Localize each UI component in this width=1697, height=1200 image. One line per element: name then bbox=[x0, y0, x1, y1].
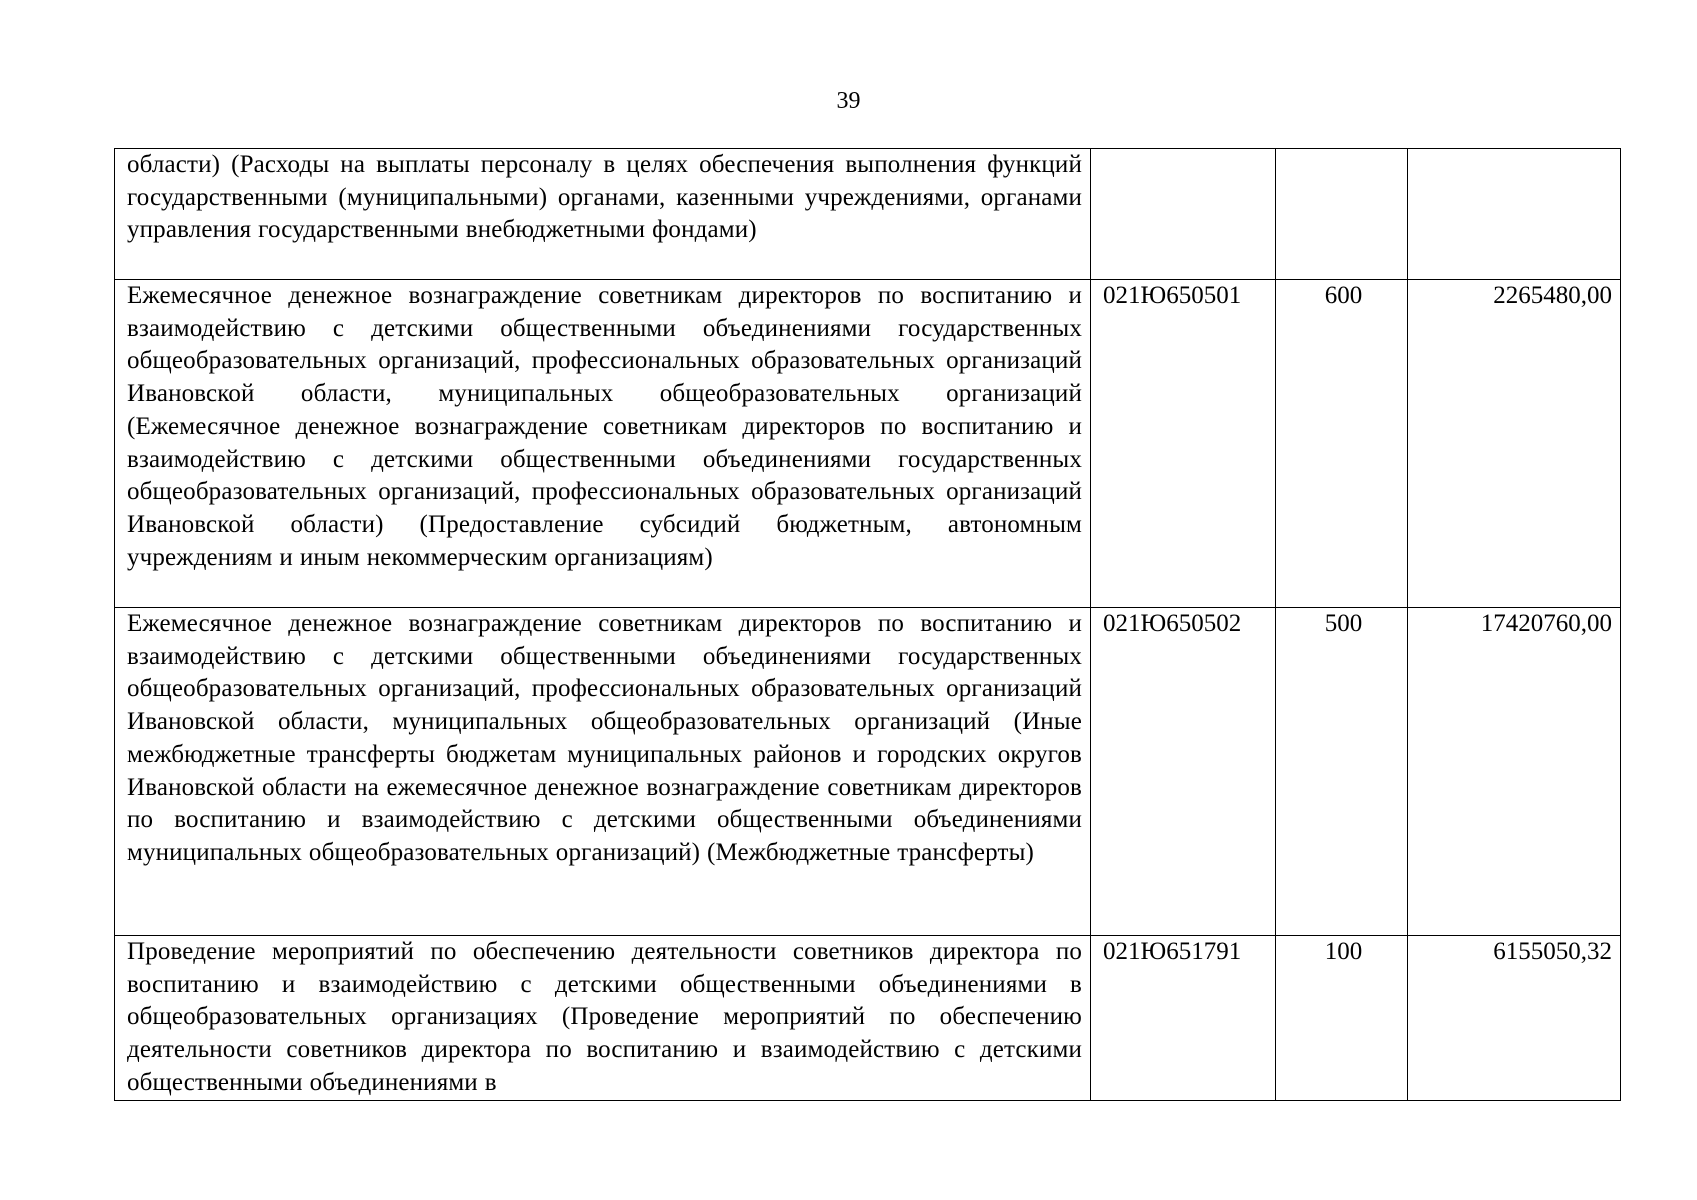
table-row bbox=[115, 280, 1621, 608]
row-amount: 2265480,00 bbox=[1408, 280, 1621, 608]
row-target-code: 021Ю650502 bbox=[1091, 608, 1276, 936]
row-target-code: 021Ю651791 bbox=[1091, 936, 1276, 1101]
table-row bbox=[115, 936, 1621, 1101]
table-row bbox=[115, 149, 1621, 280]
budget-table bbox=[114, 148, 1621, 1101]
row-amount: 6155050,32 bbox=[1408, 936, 1621, 1101]
row-amount: 17420760,00 bbox=[1408, 608, 1621, 936]
row-expense-type bbox=[1276, 149, 1408, 280]
page-number: 39 bbox=[836, 88, 861, 114]
row-target-code: 021Ю650501 bbox=[1091, 280, 1276, 608]
row-description: Проведение мероприятий по обеспечению деятельности советников директора по воспитанию и взаимодействию с детскими общественными объединениями в общеобразовательных организациях (Проведение мероприятий по обеспечению деятельности советников директора по воспитанию и взаимодействию с детскими общественными объединениями в bbox=[115, 936, 1091, 1101]
row-description: Ежемесячное денежное вознаграждение советникам директоров по воспитанию и взаимодействию с детскими общественными объединениями государственных общеобразовательных организаций, профессиональных образовательных организаций Ивановской области, муниципальных общеобразовательных организаций (Ежемесячное денежное вознаграждение советникам директоров по воспитанию и взаимодействию с детскими общественными объединениями государственных общеобразовательных организаций, профессиональных образовательных организаций Ивановской области) (Предоставление субсидий бюджетным, автономным учреждениям и иным некоммерческим организациям) bbox=[115, 280, 1091, 608]
table-row bbox=[115, 608, 1621, 936]
row-target-code bbox=[1091, 149, 1276, 280]
row-expense-type: 100 bbox=[1276, 936, 1408, 1101]
row-description: Ежемесячное денежное вознаграждение советникам директоров по воспитанию и взаимодействию с детскими общественными объединениями государственных общеобразовательных организаций, профессиональных образовательных организаций Ивановской области, муниципальных общеобразовательных организаций (Иные межбюджетные трансферты бюджетам муниципальных районов и городских округов Ивановской области на ежемесячное денежное вознаграждение советникам директоров по воспитанию и взаимодействию с детскими общественными объединениями муниципальных общеобразовательных организаций) (Межбюджетные трансферты) bbox=[115, 608, 1091, 936]
row-expense-type: 600 bbox=[1276, 280, 1408, 608]
row-amount bbox=[1408, 149, 1621, 280]
row-expense-type: 500 bbox=[1276, 608, 1408, 936]
row-description: области) (Расходы на выплаты персоналу в целях обеспечения выполнения функций государственными (муниципальными) органами, казенными учреждениями, органами управления государственными внебюджетными фондами) bbox=[115, 149, 1091, 280]
